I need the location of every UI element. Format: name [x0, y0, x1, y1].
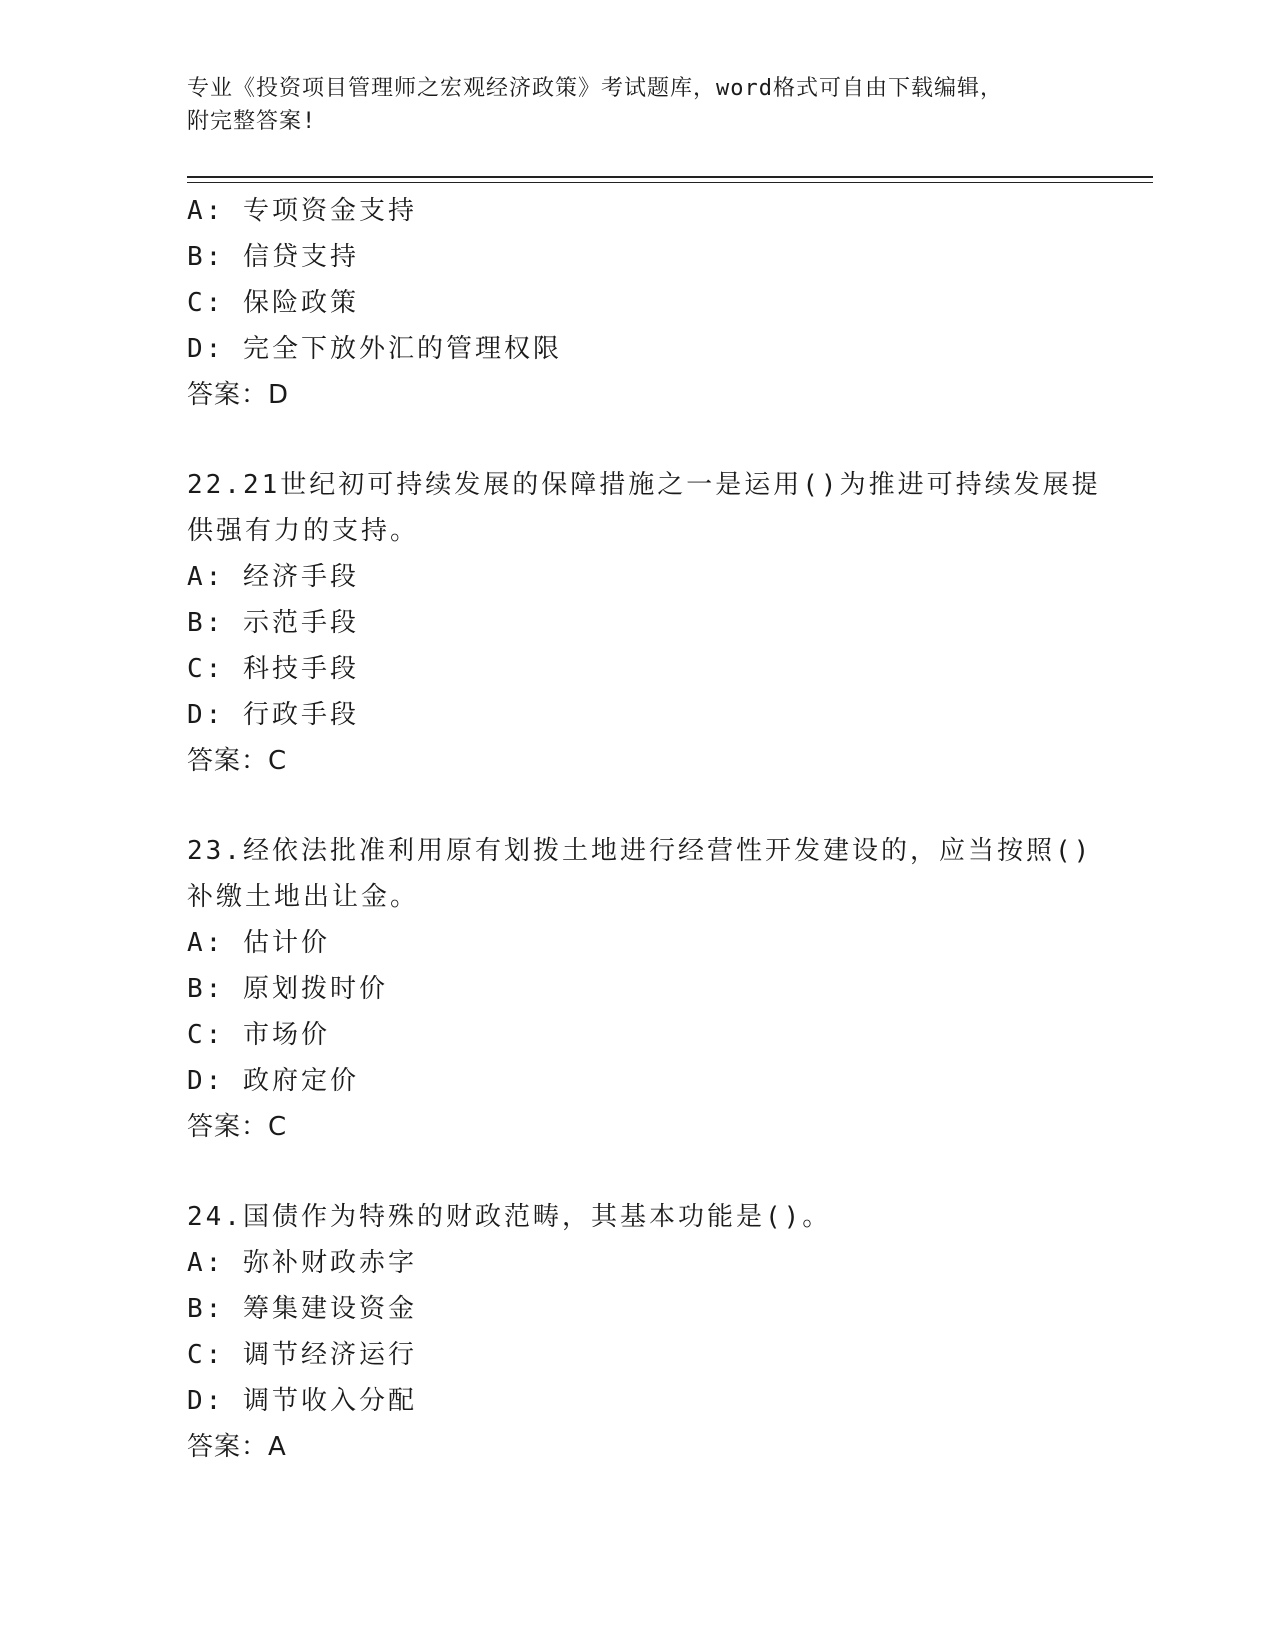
option-d: D: 调节收入分配	[187, 1386, 417, 1416]
answer: 答案：C	[187, 1112, 288, 1142]
option-a: A: 估计价	[187, 928, 330, 958]
option-b: B: 信贷支持	[187, 242, 359, 272]
header-divider-bottom	[187, 182, 1153, 183]
header-line-2: 附完整答案!	[187, 109, 317, 134]
option-a: A: 经济手段	[187, 562, 359, 592]
question-list	[187, 188, 1101, 1470]
question-stem-line: 22.21世纪初可持续发展的保障措施之一是运用()为推进可持续发展提	[187, 470, 1101, 500]
question-22	[187, 462, 1101, 784]
question-stem-line: 补缴土地出让金。	[187, 882, 420, 912]
question-stem-line: 供强有力的支持。	[187, 516, 420, 546]
option-b: B: 原划拨时价	[187, 974, 388, 1004]
question-21-continued	[187, 188, 1087, 418]
option-a: A: 专项资金支持	[187, 196, 417, 226]
option-b: B: 筹集建设资金	[187, 1294, 417, 1324]
answer: 答案：C	[187, 746, 288, 776]
question-23	[187, 828, 1093, 1150]
option-c: C: 市场价	[187, 1020, 330, 1050]
question-24	[187, 1194, 1087, 1470]
question-stem-line: 23.经依法批准利用原有划拨土地进行经营性开发建设的，应当按照()	[187, 836, 1093, 866]
header-line-1: 专业《投资项目管理师之宏观经济政策》考试题库，word格式可自由下载编辑，	[187, 76, 1003, 101]
option-a: A: 弥补财政赤字	[187, 1248, 417, 1278]
answer: 答案：D	[187, 380, 290, 410]
document-header	[187, 72, 1087, 138]
option-c: C: 保险政策	[187, 288, 359, 318]
option-c: C: 调节经济运行	[187, 1340, 417, 1370]
option-b: B: 示范手段	[187, 608, 359, 638]
option-d: D: 完全下放外汇的管理权限	[187, 334, 562, 364]
answer: 答案：A	[187, 1432, 287, 1462]
option-d: D: 行政手段	[187, 700, 359, 730]
question-stem-line: 24.国债作为特殊的财政范畴，其基本功能是()。	[187, 1202, 832, 1232]
option-d: D: 政府定价	[187, 1066, 359, 1096]
header-divider-top	[187, 176, 1153, 178]
option-c: C: 科技手段	[187, 654, 359, 684]
